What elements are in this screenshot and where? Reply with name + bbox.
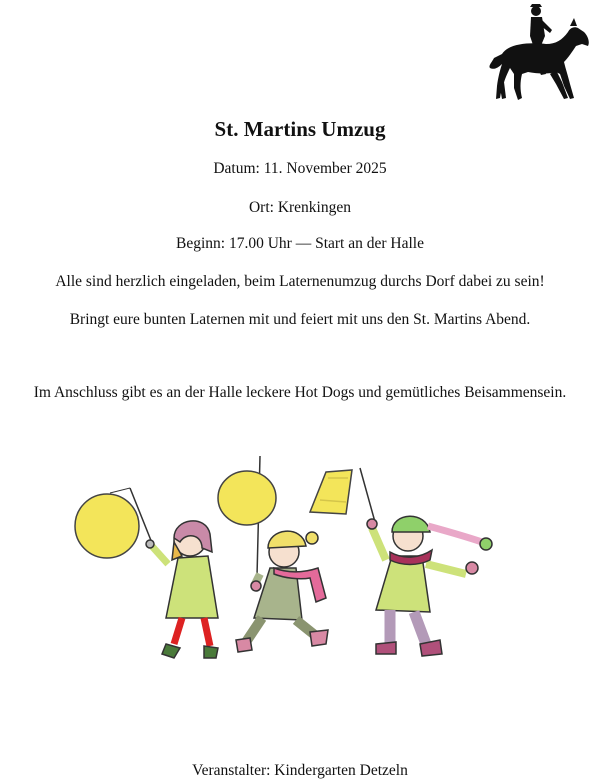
- after-line: Im Anschluss gibt es an der Halle leckere Hot Dogs und gemütliches Beisammensein.: [33, 384, 567, 401]
- start-line: Beginn: 17.00 Uhr — Start an der Halle: [176, 235, 424, 252]
- date-line: Datum: 11. November 2025: [213, 160, 387, 177]
- child-3: [367, 516, 492, 656]
- place-line: Ort: Krenkingen: [248, 199, 351, 216]
- horse-rider-silhouette-icon: [484, 2, 594, 114]
- child-1: [146, 521, 218, 658]
- lantern-1: [75, 488, 154, 558]
- child-2: [236, 531, 328, 652]
- page-title: St. Martins Umzug: [214, 117, 386, 141]
- organizer-line: Veranstalter: Kindergarten Detzeln: [192, 762, 408, 779]
- lantern-2: [218, 456, 276, 576]
- invite-line: Alle sind herzlich eingeladen, beim Laternenumzug durchs Dorf dabei zu sein!: [55, 273, 545, 290]
- lantern-3: [310, 468, 375, 522]
- children-with-lanterns-illustration: [70, 448, 510, 678]
- lantern-line: Bringt eure bunten Laternen mit und feiert mit uns den St. Martins Abend.: [69, 311, 531, 328]
